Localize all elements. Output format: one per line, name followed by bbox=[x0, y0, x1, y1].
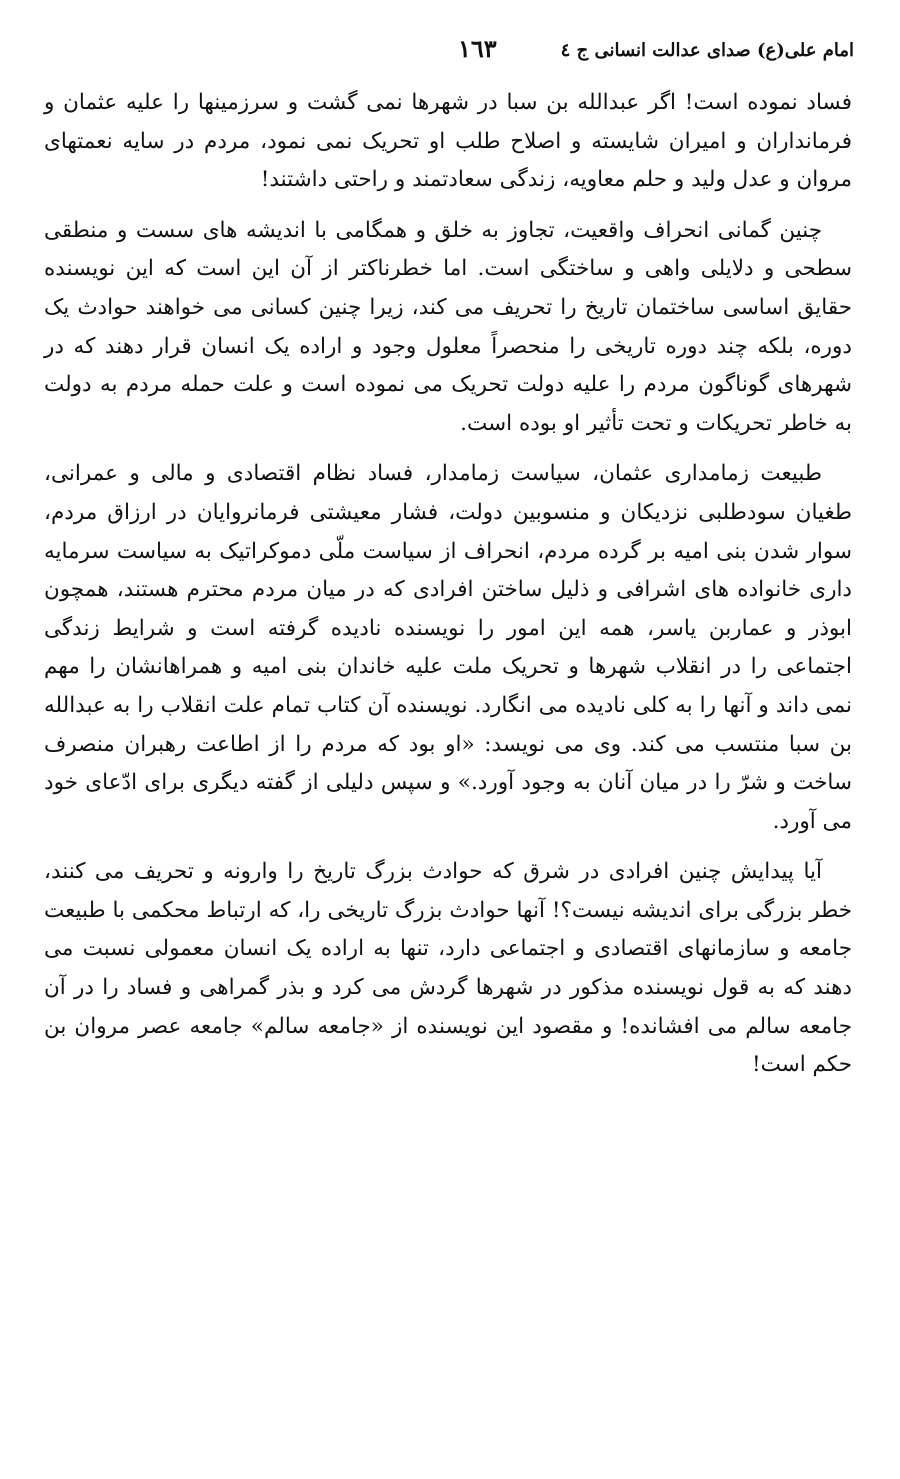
paragraph-4: آیا پیدایش چنین افرادی در شرق که حوادث بزرگ تاریخ را وارونه و تحریف می کنند، خطر بزرگی برای اندیشه نیست؟! آنها حوادث بزرگ تاریخی را، که ارتباط محکمی با طبیعت جامعه و سازمانهای اقتصادی و اجتماعی دارد، تنها به اراده یک انسان معمولی نسبت می دهند که به قول نویسنده مذکور در شهرها گردش می کرد و بذر گمراهی و فساد را در آن جامعه سالم می افشانده! و مقصود این نویسنده از «جامعه سالم» جامعه عصر مروان بن حکم است! bbox=[44, 859, 852, 1078]
page-number: ١٦٣ bbox=[458, 34, 497, 63]
paragraph-2: چنین گمانی انحراف واقعیت، تجاوز به خلق و همگامی با اندیشه های سست و منطقی سطحی و دلایلی واهی و ساختگی است. اما خطرناکتر از آن این است که این نویسنده حقایق اساسی ساختمان تاریخ را تحریف می کند، زیرا چنین کسانی می خواهند حوادث یک دوره، بلکه چند دوره تاریخی را منحصراً معلول وجود و اراده یک انسان قرار دهند که در شهرهای گوناگون مردم را علیه دولت تحریک می نموده است و علت حمله مردم به دولت به خاطر تحریکات و تحت تأثیر او بوده است. bbox=[44, 217, 852, 436]
body-text bbox=[44, 84, 852, 1097]
page-header bbox=[40, 34, 854, 74]
running-title: امام علی(ع) صدای عدالت انسانی ج ٤ bbox=[560, 40, 854, 61]
paragraph-3: طبیعت زمامداری عثمان، سیاست زمامدار، فساد نظام اقتصادی و مالی و عمرانی، طغیان سودطلبی نزدیکان و منسوبین دولت، فشار معیشتی فرمانروایان در ارزاق مردم، سوار شدن بنی امیه بر گرده مردم، انحراف از سیاست ملّی دموکراتیک به سیاست سرمایه داری خانواده های اشرافی و ذلیل ساختن افرادی که در میان مردم محترم هستند، همچون ابوذر و عماربن یاسر، همه این امور را نویسنده نادیده گرفته است و شرایط زندگی اجتماعی را در انقلاب شهرها و تحریک ملت علیه خاندان بنی امیه و همراهانشان را مهم نمی داند و آنها را به کلی نادیده می انگارد. نویسنده آن کتاب تمام علت انقلاب را به عبدالله بن سبا منتسب می کند. وی می نویسد: «او بود که مردم را از اطاعت رهبران منصرف ساخت و شرّ را در میان آنان به وجود آورد.» و سپس دلیلی از گفته دیگری برای ادّعای خود می آورد. bbox=[44, 461, 852, 834]
paragraph-1: فساد نموده است! اگر عبدالله بن سبا در شهرها نمی گشت و سرزمینها را علیه عثمان و فرمانداران و امیران شایسته و اصلاح طلب او تحریک نمی نمود، مردم در سایه نعمتهای مروان و عدل ولید و حلم معاویه، زندگی سعادتمند و راحتی داشتند! bbox=[44, 90, 852, 193]
